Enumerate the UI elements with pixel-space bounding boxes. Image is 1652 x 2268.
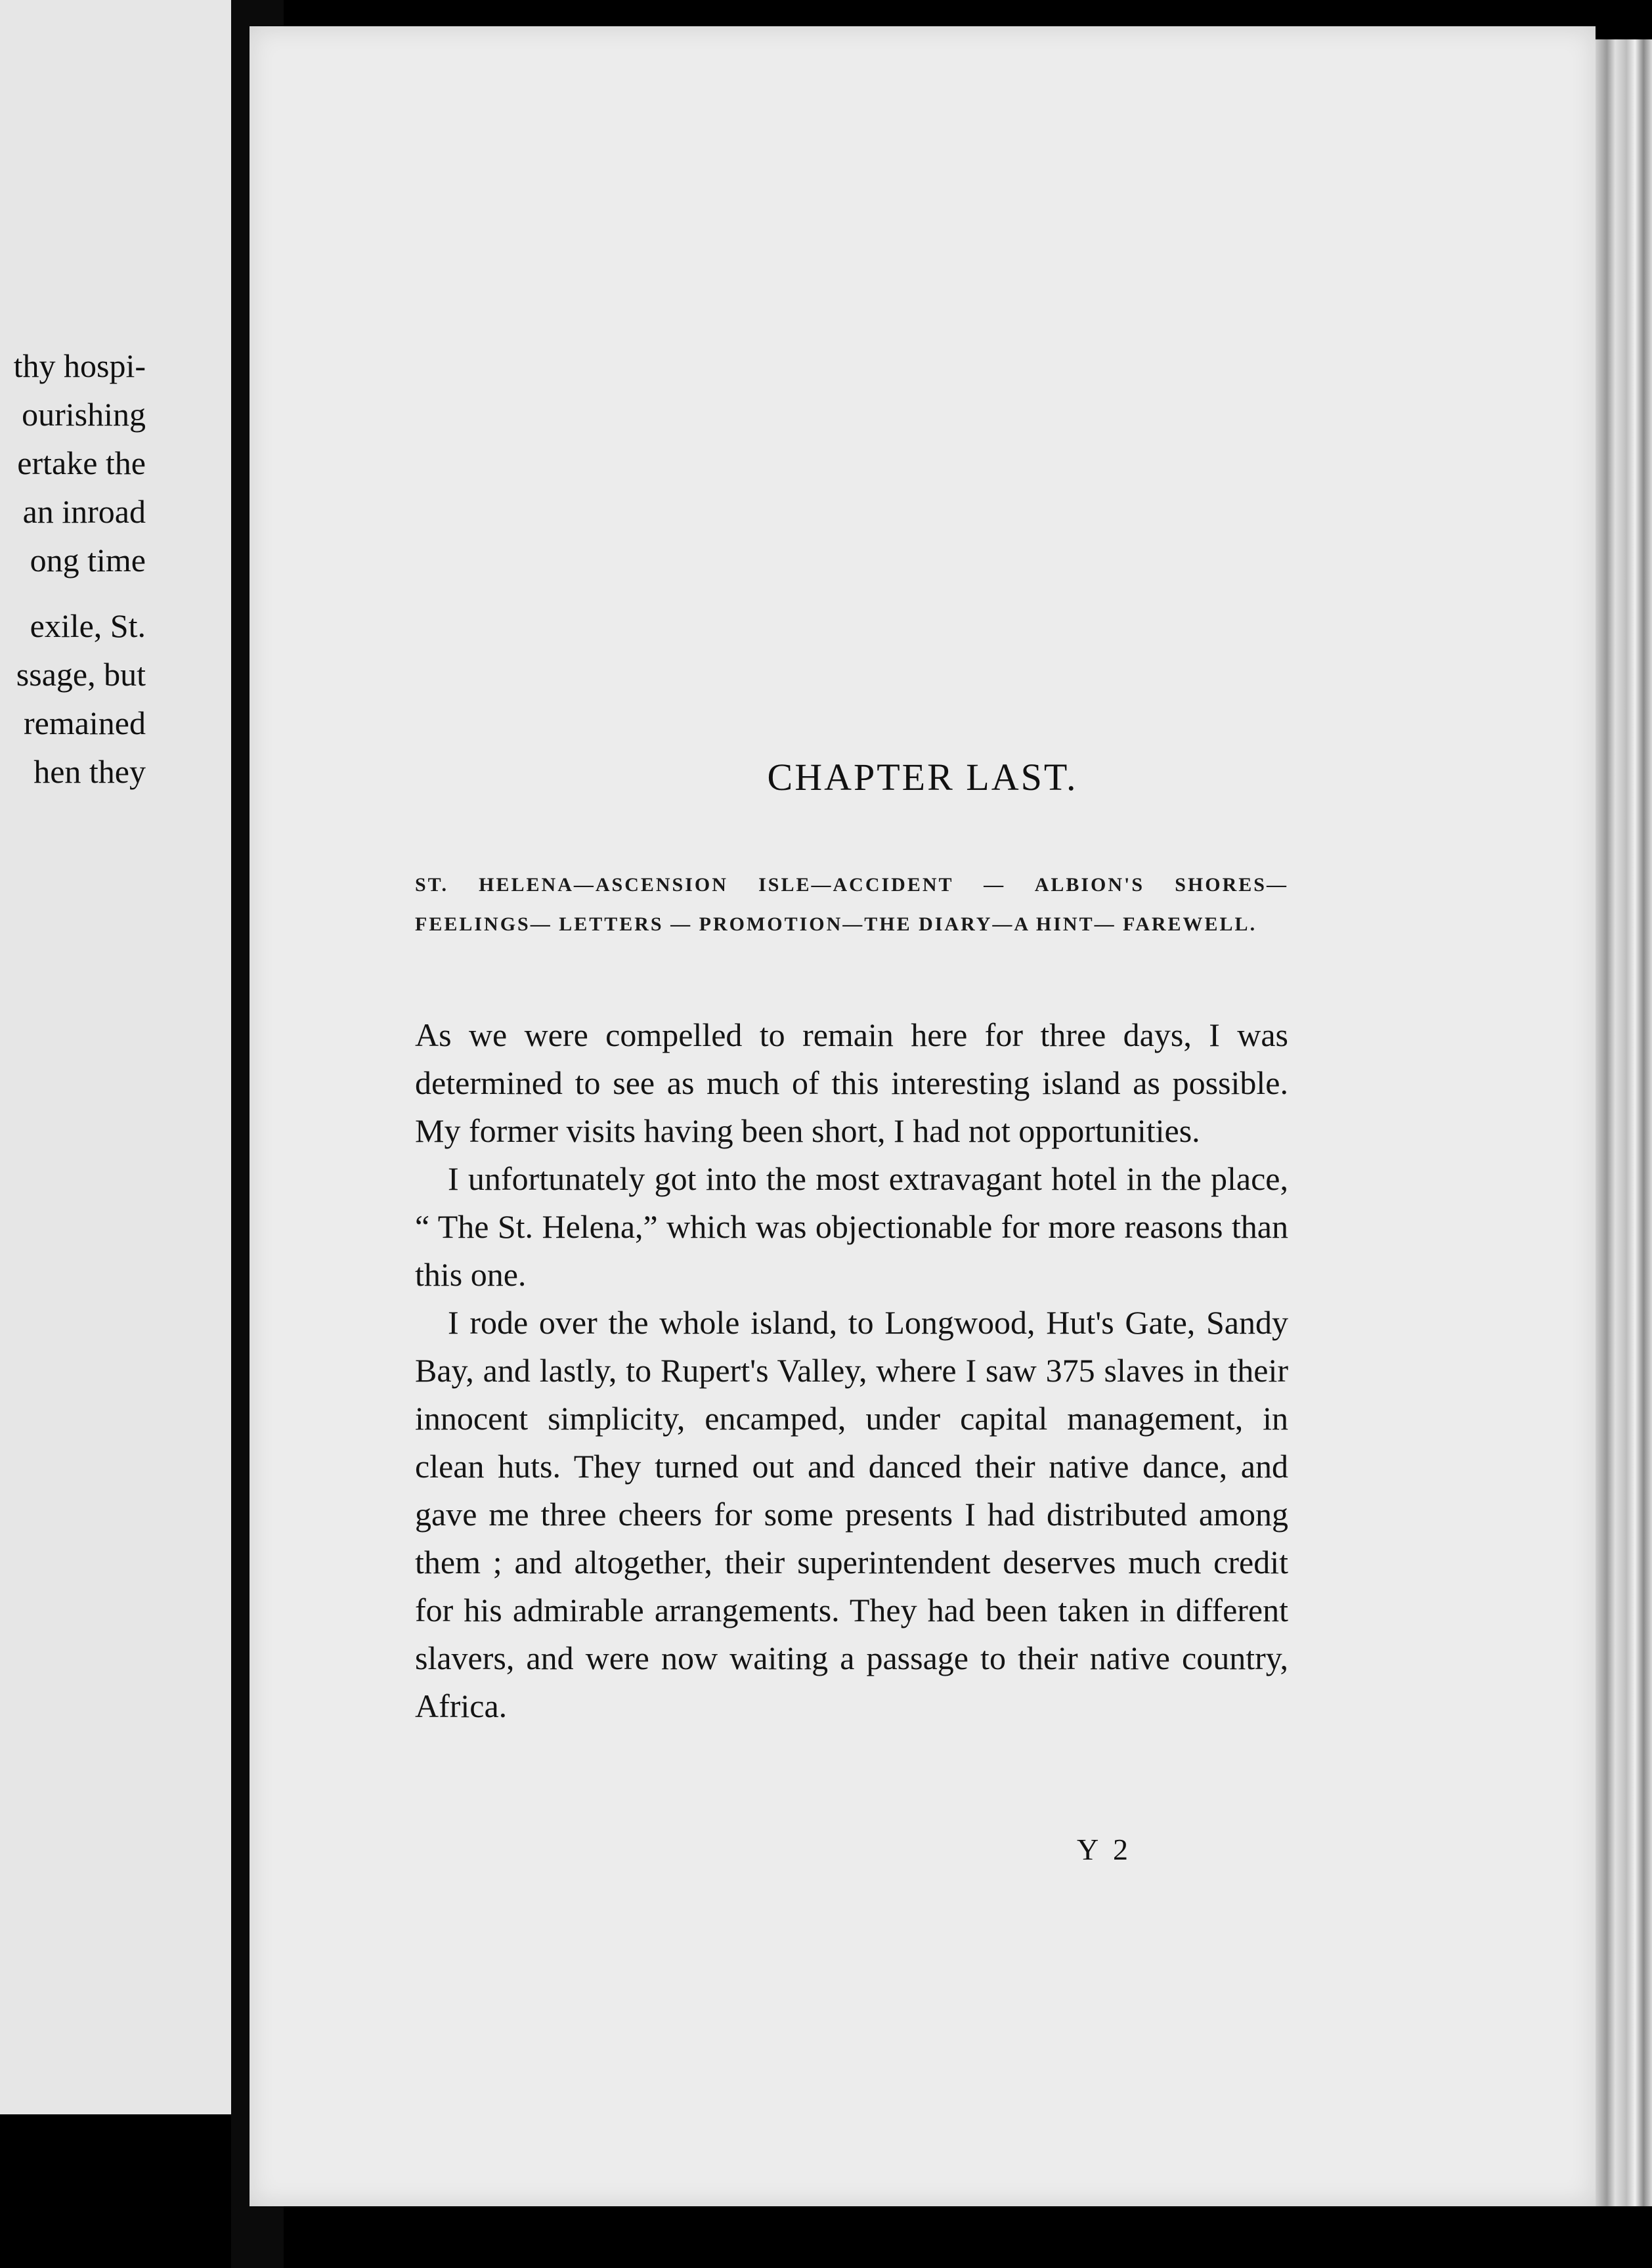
paragraph: As we were compelled to remain here for three days, I was determined to see as much of this interesting island as possible. My former visits having been short, I had not opportunities. (415, 1016, 1288, 1149)
left-line: an inroad (22, 493, 146, 530)
left-line: thy hospi- (13, 347, 146, 384)
left-line: exile, St. (30, 607, 146, 644)
chapter-summary: ST. HELENA—ASCENSION ISLE—ACCIDENT — ALBION'S SHORES— FEELINGS— LETTERS — PROMOTION—THE DIARY—A HINT— FAREWELL. (415, 874, 1288, 935)
left-line: ssage, but (16, 656, 146, 693)
left-page (0, 0, 231, 2114)
signature-mark: Y 2 (1077, 1833, 1133, 1866)
left-line: remained (23, 705, 146, 741)
left-line: ertake the (17, 445, 146, 481)
left-paragraph-gap (0, 584, 146, 601)
left-line: hen they (33, 753, 146, 790)
left-line: ong time (30, 542, 146, 578)
left-page-text (0, 341, 146, 796)
page-edges (1596, 39, 1652, 2206)
body-text (415, 1011, 1288, 1730)
left-line: ourishing (22, 396, 146, 433)
paragraph: I unfortunately got into the most extravagant hotel in the place, “ The St. Helena,” which was objectionable for more reasons than this one. (415, 1160, 1288, 1293)
paragraph: I rode over the whole island, to Longwood, Hut's Gate, Sandy Bay, and lastly, to Rupert's Valley, where I saw 375 slaves in their innocent simplicity, encamped, under capital management, in clean huts. They turned out and danced their native dance, and gave me three cheers for some presents I had distributed among them ; and altogether, their superintendent deserves much credit for his admirable arrangements. They had been taken in different slavers, and were now waiting a passage to their native country, Africa. (415, 1304, 1288, 1724)
chapter-title: CHAPTER LAST. (767, 756, 1078, 798)
